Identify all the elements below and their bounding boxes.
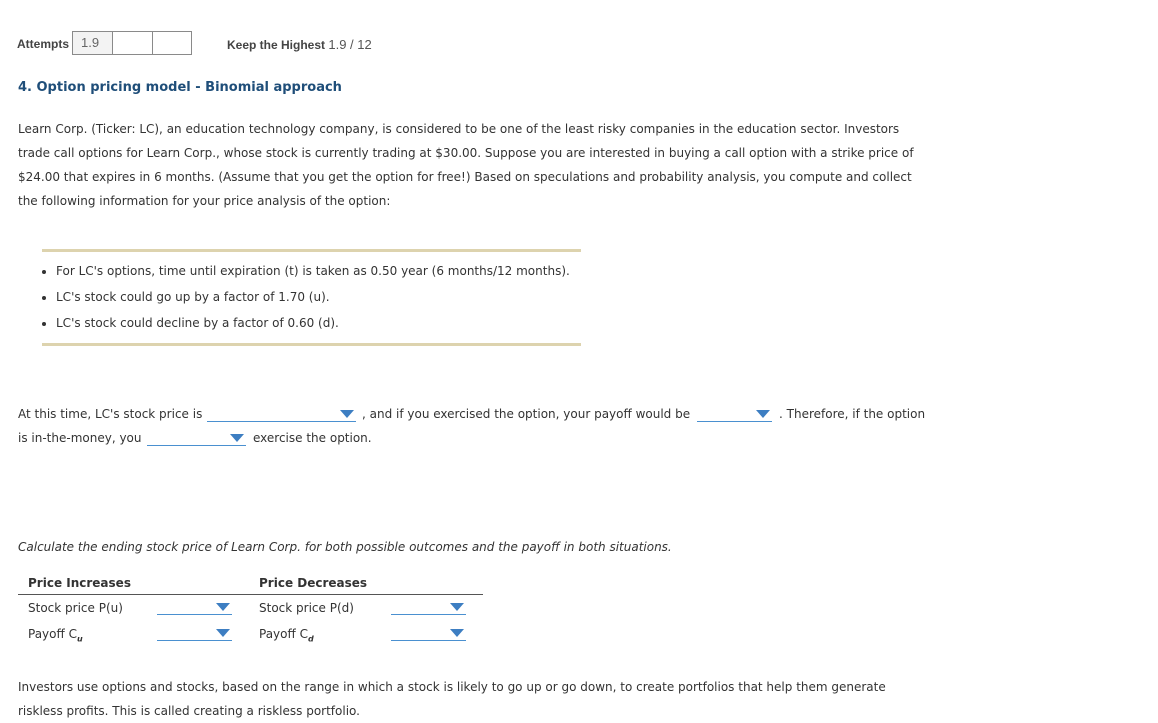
attempt-score-3 — [152, 31, 192, 55]
exercise-decision-dropdown[interactable] — [147, 430, 246, 446]
question-paragraph: Learn Corp. (Ticker: LC), an education technology company, is considered to be one of the least risky companies in the education sector. Investors trade call options for Learn Corp., whose stock is currently trading at $30.00. Suppose you are interested in buying a call option with a strike price of $24.00 that expires in 6 months. (Assume that you get the option for free!) Based on speculations and probability analysis, you compute and collect the following information for your price analysis of the option: — [18, 122, 914, 208]
chevron-down-icon — [216, 603, 230, 611]
stock-price-down-dropdown[interactable] — [391, 599, 466, 615]
calc-instruction: Calculate the ending stock price of Learn Corp. for both possible outcomes and the payoff in both situations. — [18, 540, 672, 554]
col-header-price-increases: Price Increases — [28, 576, 131, 590]
attempt-score-2 — [112, 31, 153, 55]
payoff-up-subscript: u — [76, 634, 83, 644]
sentence-part-1: At this time, LC's stock price is — [18, 407, 203, 421]
chevron-down-icon — [450, 603, 464, 611]
stock-price-up-dropdown[interactable] — [157, 599, 232, 615]
payoff-dropdown[interactable] — [697, 406, 772, 422]
payoff-down-label — [259, 627, 314, 643]
payoff-up-text: Payoff C — [28, 627, 77, 641]
stock-price-down-label: Stock price P(d) — [259, 601, 354, 615]
chevron-down-icon — [340, 410, 354, 418]
portfolio-paragraph: Investors use options and stocks, based on the range in which a stock is likely to go up or go down, to create portfolios that help them generate riskless profits. This is called creating a riskless portfolio. — [18, 680, 886, 718]
table-header-rule — [18, 594, 483, 595]
attempts-label: Attempts — [17, 37, 70, 51]
keep-highest-text: Keep the Highest — [227, 38, 326, 52]
sentence-part-3: . Therefore, if the option — [779, 407, 926, 421]
info-box-bottom-rule — [42, 343, 581, 346]
stock-price-up-label: Stock price P(u) — [28, 601, 123, 615]
info-item-up-factor: • LC's stock could go up by a factor of 1.70 (u). — [56, 284, 570, 310]
sentence-part-4: is in-the-money, you — [18, 431, 142, 445]
keep-highest-score: 1.9 / 12 — [328, 37, 372, 52]
payoff-down-subscript: d — [307, 634, 314, 644]
info-item-down-factor: • LC's stock could decline by a factor of 0.60 (d). — [56, 310, 570, 336]
chevron-down-icon — [756, 410, 770, 418]
chevron-down-icon — [230, 434, 244, 442]
payoff-down-dropdown[interactable] — [391, 625, 466, 641]
chevron-down-icon — [216, 629, 230, 637]
chevron-down-icon — [450, 629, 464, 637]
info-list — [38, 258, 570, 336]
payoff-up-dropdown[interactable] — [157, 625, 232, 641]
sentence-part-2: , and if you exercised the option, your payoff would be — [362, 407, 691, 421]
info-box-top-rule — [42, 249, 581, 252]
question-title: 4. Option pricing model - Binomial approach — [18, 80, 342, 95]
current-price-dropdown[interactable] — [207, 406, 356, 422]
attempt-score-1: 1.9 — [72, 31, 113, 55]
payoff-up-label — [28, 627, 83, 643]
keep-highest-label — [227, 37, 372, 52]
sentence-part-5: exercise the option. — [253, 431, 372, 445]
info-item-time: • For LC's options, time until expiration (t) is taken as 0.50 year (6 months/12 months). — [56, 258, 570, 284]
payoff-down-text: Payoff C — [259, 627, 308, 641]
col-header-price-decreases: Price Decreases — [259, 576, 368, 590]
